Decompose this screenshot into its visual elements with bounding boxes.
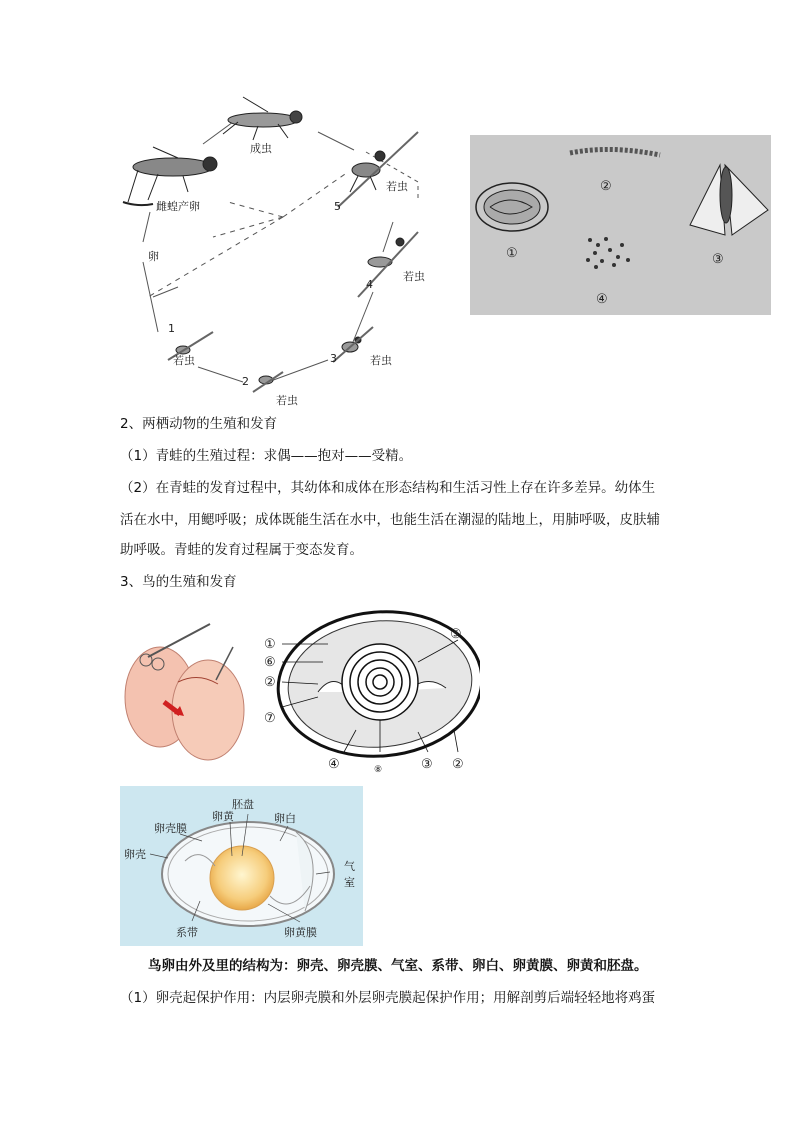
label-yolk-membrane: 卵黄膜 xyxy=(284,926,317,939)
label-chalaza: 系带 xyxy=(176,926,198,939)
stage-number-3: 3 xyxy=(330,352,337,365)
egg-diagram-label-2-right: ② xyxy=(452,757,464,772)
label-adult: 成虫 xyxy=(250,142,272,155)
nymph-5-illustration xyxy=(338,132,418,207)
stage-number-4: 4 xyxy=(366,278,373,291)
egg-diagram-label-6: ⑥ xyxy=(264,655,276,670)
label-nymph-1: 若虫 xyxy=(173,354,195,367)
grasshopper-life-cycle-figure xyxy=(118,92,448,410)
egg-dissection-illustration xyxy=(125,624,244,760)
nymph-3-illustration xyxy=(333,327,373,362)
label-egg: 卵 xyxy=(148,250,159,263)
egg-cross-section-diagram xyxy=(264,603,480,775)
label-nymph-3: 若虫 xyxy=(370,354,392,367)
section2-paragraph-1: （1）青蛙的生殖过程：求偶——抱对——受精。 xyxy=(120,448,413,464)
egg-diagram-label-1: ① xyxy=(264,637,276,652)
egg-structure-summary: 鸟卵由外及里的结构为：卵壳、卵壳膜、气室、系带、卵白、卵黄膜、卵黄和胚盘。 xyxy=(148,958,648,974)
egg-diagram-label-2-left: ② xyxy=(264,675,276,690)
silkworm-label-1: ① xyxy=(506,246,518,261)
silkworm-life-cycle-figure xyxy=(470,135,771,315)
label-shell-membrane: 卵壳膜 xyxy=(154,822,187,835)
egg-diagram-label-7: ⑦ xyxy=(264,711,276,726)
label-nymph-4: 若虫 xyxy=(403,270,425,283)
label-air-cell-2: 室 xyxy=(344,876,355,889)
stage-number-5: 5 xyxy=(334,200,341,213)
label-nymph-2: 若虫 xyxy=(276,394,298,407)
egg-diagram-label-5: ⑤ xyxy=(450,627,462,642)
silkworm-label-4: ④ xyxy=(596,292,608,307)
silkworm-label-2: ② xyxy=(600,179,612,194)
section2-paragraph-2-line-3: 助呼吸。青蛙的发育过程属于变态发育。 xyxy=(120,542,363,558)
section2-paragraph-2-line-1: （2）在青蛙的发育过程中，其幼体和成体在形态结构和生活习性上存在许多差异。幼体生 xyxy=(120,480,656,496)
label-nymph-5: 若虫 xyxy=(386,180,408,193)
label-air-cell-1: 气 xyxy=(344,860,355,873)
summary-paragraph-1: （1）卵壳起保护作用：内层卵壳膜和外层卵壳膜起保护作用；用解剖剪后端轻轻地将鸡蛋 xyxy=(120,990,656,1006)
section3-heading: 3、鸟的生殖和发育 xyxy=(120,574,237,590)
stage-number-2: 2 xyxy=(242,375,249,388)
label-albumen: 卵白 xyxy=(274,812,296,825)
silkworm-label-3: ③ xyxy=(712,252,724,267)
nymph-2-illustration xyxy=(253,372,283,392)
label-yolk: 卵黄 xyxy=(212,810,234,823)
label-female-lays-eggs: 雌蝗产卵 xyxy=(156,200,200,213)
label-shell: 卵壳 xyxy=(124,848,146,861)
adult-grasshopper-illustration xyxy=(223,97,302,140)
egg-dissection-figure xyxy=(118,602,480,778)
cocoon-illustration xyxy=(476,183,548,231)
egg-structure-diagram xyxy=(120,786,363,946)
egg-diagram-label-4: ④ xyxy=(328,757,340,772)
stage-number-1: 1 xyxy=(168,322,175,335)
section2-heading: 2、两栖动物的生殖和发育 xyxy=(120,416,278,432)
egg-diagram-label-3: ③ xyxy=(421,757,433,772)
female-grasshopper-illustration xyxy=(123,147,217,205)
section2-paragraph-2-line-2: 活在水中，用鳃呼吸；成体既能生活在水中，也能生活在潮湿的陆地上，用肺呼吸，皮肤辅 xyxy=(120,512,660,528)
egg-diagram-label-8: ⑧ xyxy=(374,765,383,775)
label-embryo-disc: 胚盘 xyxy=(232,798,254,811)
